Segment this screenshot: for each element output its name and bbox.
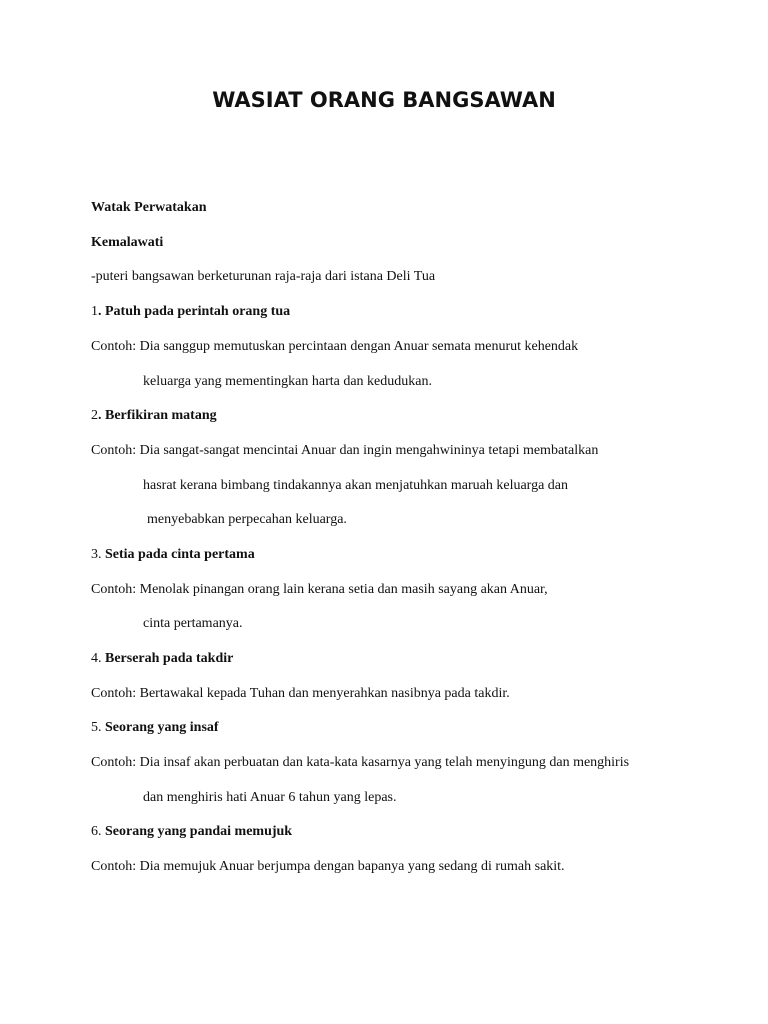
page-title: WASIAT ORANG BANGSAWAN	[212, 88, 556, 112]
example-line	[91, 338, 578, 356]
example-label: Contoh:	[91, 686, 137, 701]
example-continuation: hasrat kerana bimbang tindakannya akan menjatuhkan maruah keluarga dan	[143, 478, 569, 493]
trait-number: 1	[91, 304, 98, 319]
trait-number: 4.	[91, 651, 102, 666]
example-label: Contoh:	[91, 755, 137, 770]
trait-heading	[91, 546, 255, 564]
example-line	[91, 685, 510, 703]
character-name: Kemalawati	[91, 235, 164, 250]
example-text: Menolak pinangan orang lain kerana setia dan masih sayang akan Anuar,	[139, 582, 548, 597]
example-label: Contoh:	[91, 859, 137, 874]
trait-heading	[91, 719, 219, 737]
trait-number: 2	[91, 408, 98, 423]
trait-title: Seorang yang pandai memujuk	[105, 824, 293, 839]
example-text: Bertawakal kepada Tuhan dan menyerahkan nasibnya pada takdir.	[139, 686, 510, 701]
example-continuation: keluarga yang mementingkan harta dan kedudukan.	[143, 374, 432, 389]
trait-title: Patuh pada perintah orang tua	[105, 304, 291, 319]
example-continuation: menyebabkan perpecahan keluarga.	[147, 512, 347, 527]
example-continuation: dan menghiris hati Anuar 6 tahun yang lepas.	[143, 790, 397, 805]
trait-number: 6.	[91, 824, 102, 839]
example-text: Dia insaf akan perbuatan dan kata-kata kasarnya yang telah menyingung dan menghiris	[139, 755, 630, 770]
trait-title: Berserah pada takdir	[105, 651, 234, 666]
trait-title: Berfikiran matang	[105, 408, 217, 423]
trait-heading	[91, 303, 290, 321]
trait-dot: .	[98, 408, 102, 423]
example-label: Contoh:	[91, 582, 137, 597]
trait-heading	[91, 650, 233, 668]
example-label: Contoh:	[91, 443, 137, 458]
example-line	[91, 754, 629, 772]
example-text: Dia sangat-sangat mencintai Anuar dan ingin mengahwininya tetapi membatalkan	[139, 443, 599, 458]
trait-heading	[91, 407, 217, 425]
example-text: Dia memujuk Anuar berjumpa dengan bapanya yang sedang di rumah sakit.	[139, 859, 565, 874]
example-label: Contoh:	[91, 339, 137, 354]
section-heading: Watak Perwatakan	[91, 200, 207, 215]
trait-heading	[91, 823, 292, 841]
trait-number: 5.	[91, 720, 102, 735]
example-text: Dia sanggup memutuskan percintaan dengan Anuar semata menurut kehendak	[139, 339, 579, 354]
trait-title: Seorang yang insaf	[105, 720, 219, 735]
example-line	[91, 581, 548, 599]
example-line	[91, 442, 598, 460]
character-description: -puteri bangsawan berketurunan raja-raja dari istana Deli Tua	[91, 269, 436, 284]
trait-title: Setia pada cinta pertama	[105, 547, 255, 562]
example-line	[91, 858, 565, 876]
example-continuation: cinta pertamanya.	[143, 616, 243, 631]
trait-number: 3.	[91, 547, 102, 562]
trait-dot: .	[98, 304, 102, 319]
